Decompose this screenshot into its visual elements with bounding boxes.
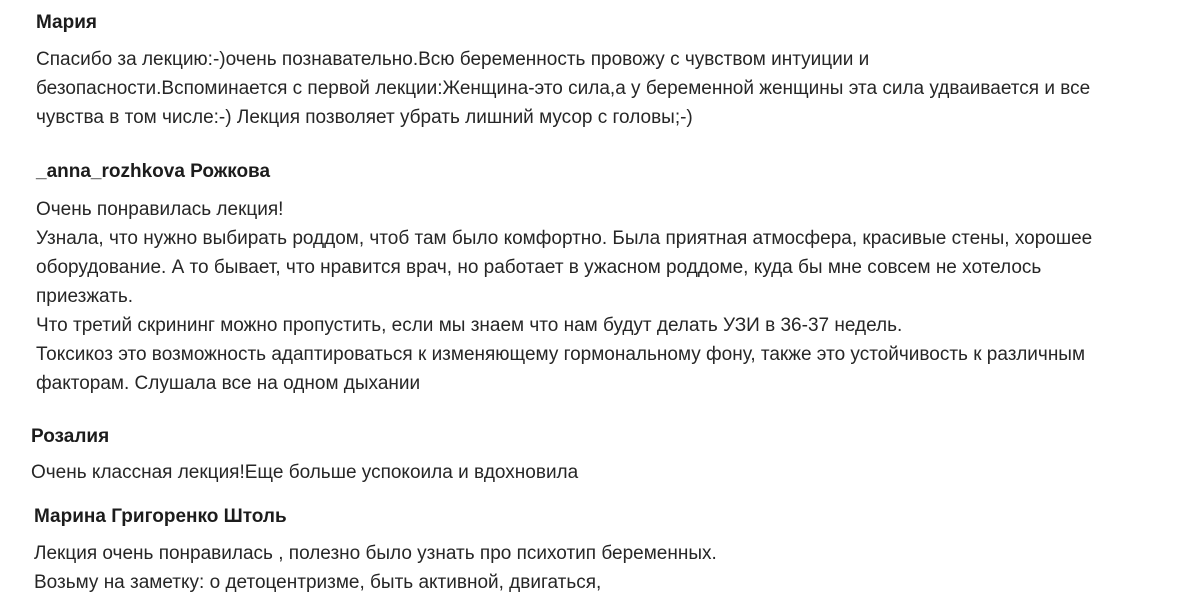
review-text-line: Узнала, что нужно выбирать роддом, чтоб там было комфортно. Была приятная атмосфера, красивые стены, хорошее [36,228,1093,249]
review-text-line: чувства в том числе:-) Лекция позволяет убрать лишний мусор с головы;-) [36,107,693,128]
review-text-line: Спасибо за лекцию:-)очень познавательно.Всю беременность провожу с чувством интуиции и [36,49,870,70]
review-text-line: Токсикоз это возможность адаптироваться к изменяющему гормональному фону, также это устойчивость к различным [36,344,1086,365]
review-text-line: приезжать. [36,286,134,307]
review-text-line: Очень классная лекция!Еще больше успокоила и вдохновила [31,462,579,483]
review-author: Розалия [31,426,110,447]
review-author: Марина Григоренко Штоль [34,506,287,527]
review-text-line: Очень понравилась лекция! [36,199,284,220]
review-text-line: оборудование. А то бывает, что нравится врач, но работает в ужасном роддоме, куда бы мне совсем не хотелось [36,257,1042,278]
review-text-line: Лекция очень понравилась , полезно было узнать про психотип беременных. [34,543,717,564]
review-text-line: Возьму на заметку: о детоцентризме, быть активной, двигаться, [34,572,602,593]
review-author: Мария [36,12,97,33]
review-text [31,458,578,487]
review-text-line: безопасности.Вспоминается с первой лекции:Женщина-это сила,а у беременной женщины эта сила удваивается и все [36,78,1091,99]
review-text-line: факторам. Слушала все на одном дыхании [36,373,421,394]
review-text-line: Что третий скрининг можно пропустить, если мы знаем что нам будут делать УЗИ в 36-37 недель. [36,315,903,336]
review-author: _anna_rozhkova Рожкова [36,161,271,182]
review-text [36,195,1092,398]
review-text [34,539,717,597]
review-text [36,45,1090,132]
